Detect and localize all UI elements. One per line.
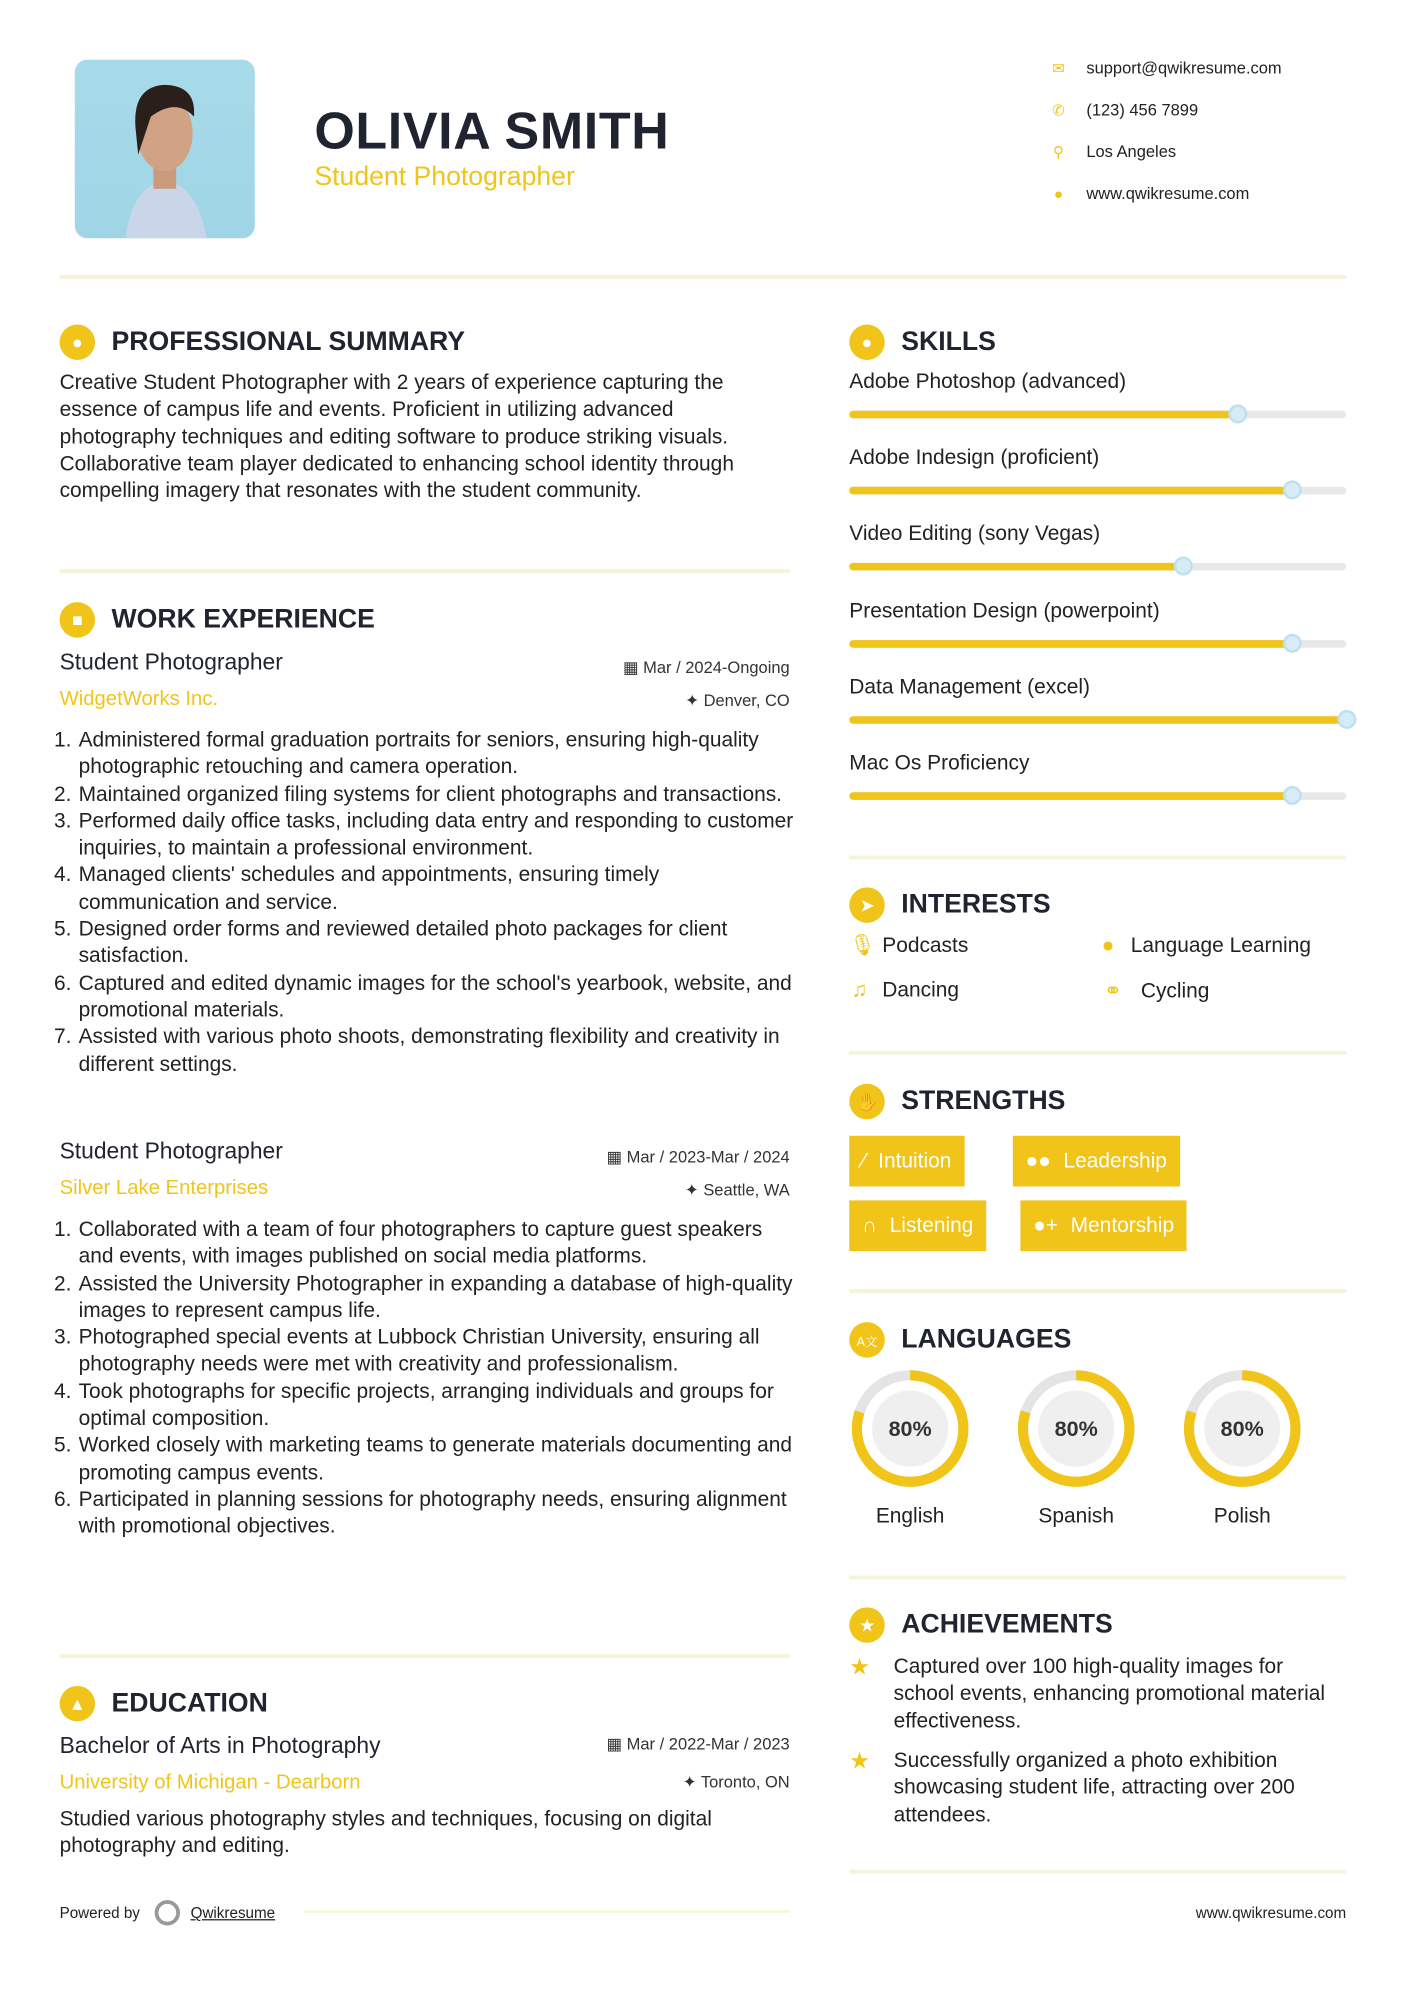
edu-location: ✦ Toronto, ON	[682, 1772, 790, 1792]
job-bullet: 2. Assisted the University Photographer in expanding a database of high-quality images to represent campus life.	[77, 1271, 794, 1325]
interest-item: ♫ Dancing	[849, 979, 959, 1003]
skill-bar	[849, 563, 1346, 571]
skill-bar-fill	[849, 411, 1237, 419]
divider	[849, 1289, 1346, 1293]
language-ring	[1015, 1368, 1137, 1490]
globe-icon: ●	[1101, 934, 1115, 958]
footer-url[interactable]: www.qwikresume.com	[1195, 1903, 1347, 1922]
footer-powered: Powered by Qwikresume	[60, 1900, 283, 1925]
work-heading: ■ WORK EXPERIENCE	[60, 602, 375, 637]
achievement-item: ★ Captured over 100 high-quality images for school events, enhancing promotional material effectiveness.	[849, 1654, 1343, 1735]
qwikresume-logo-icon	[155, 1900, 180, 1925]
edu-text: Studied various photography styles and techniques, focusing on digital photography and editing.	[59, 1807, 712, 1858]
skill-bar	[849, 640, 1346, 648]
achievements-heading: ★ ACHIEVEMENTS	[849, 1607, 1112, 1642]
interest-item: ⚭ Cycling	[1098, 979, 1210, 1004]
skill-item	[849, 446, 1346, 494]
interest-item: 🎙︎ Podcasts	[849, 934, 969, 958]
degree: Bachelor of Arts in Photography	[59, 1732, 381, 1759]
strength-badge: ∩ Listening	[849, 1200, 986, 1251]
skill-bar	[849, 716, 1346, 724]
star-icon: ★	[849, 1607, 884, 1642]
map-pin-icon: ⚲	[1052, 142, 1065, 161]
pin-icon: ✦	[682, 1772, 701, 1792]
profile-photo	[75, 60, 255, 239]
divider	[849, 856, 1346, 860]
skill-bar-knob	[1283, 481, 1302, 500]
job-bullet: 7. Assisted with various photo shoots, demonstrating flexibility and creativity in different settings.	[77, 1025, 794, 1079]
skill-item	[849, 675, 1346, 723]
job-bullet: 4. Took photographs for specific projects, arranging individuals and groups for optimal composition.	[77, 1379, 794, 1433]
divider	[60, 569, 790, 573]
music-icon: ♫	[851, 978, 868, 1002]
job-bullet: 3. Performed daily office tasks, including data entry and responding to customer inquiries, to maintain a professional environment.	[77, 809, 794, 863]
skill-bar-fill	[849, 563, 1182, 571]
contact-text: support@qwikresume.com	[1086, 58, 1282, 78]
skill-bar-fill	[849, 792, 1291, 800]
skill-bar-knob	[1283, 786, 1302, 805]
interest-item: ● Language Learning	[1098, 934, 1311, 958]
candidate-title: Student Photographer	[314, 162, 575, 192]
skill-label: Video Editing (sony Vegas)	[849, 522, 1101, 546]
skill-bar-fill	[849, 487, 1291, 495]
skill-bar-knob	[1337, 710, 1356, 729]
strength-badge: ⁄ Intuition	[849, 1136, 964, 1187]
language-item	[849, 1368, 971, 1529]
contact-website[interactable]	[1050, 184, 1250, 203]
headphones-icon: ∩	[861, 1213, 878, 1237]
skill-label: Data Management (excel)	[849, 675, 1090, 699]
skill-label: Mac Os Proficiency	[849, 751, 1030, 775]
languages-heading: A文 LANGUAGES	[849, 1322, 1071, 1357]
language-percent: 80%	[1054, 1417, 1098, 1442]
skill-bar-knob	[1228, 404, 1247, 423]
skill-bar	[849, 792, 1346, 800]
divider	[849, 1051, 1346, 1055]
globe-icon: ●	[1053, 184, 1064, 203]
languages-list	[849, 1368, 1303, 1529]
skill-bar	[849, 487, 1346, 495]
job-title: Student Photographer	[59, 1138, 283, 1164]
job-company: WidgetWorks Inc.	[59, 688, 219, 710]
skill-bar-knob	[1173, 557, 1192, 576]
skill-bar-knob	[1283, 633, 1302, 652]
summary-text: Creative Student Photographer with 2 years of experience capturing the essence of campus life and events. Proficient in utilizing advanced photography techniques and editing software to produce striking visuals. Collaborative team player dedicated to enhancing school identity through compelling imagery that resonates with the student community.	[59, 371, 734, 503]
star-icon: ★	[849, 1748, 870, 1774]
candidate-name: OLIVIA SMITH	[314, 101, 670, 160]
contact-text: (123) 456 7899	[1086, 100, 1199, 120]
language-ring	[849, 1368, 971, 1490]
job-title: Student Photographer	[59, 649, 283, 675]
job-date: ▦ Mar / 2023-Mar / 2024	[606, 1147, 790, 1167]
skill-item	[849, 599, 1346, 647]
calendar-icon: ▦	[622, 657, 644, 677]
job-bullets	[60, 1217, 795, 1541]
job-bullet: 3. Photographed special events at Lubbock Christian University, ensuring all photography needs were met with creativity and professionalism.	[77, 1325, 794, 1379]
calendar-icon: ▦	[606, 1734, 627, 1754]
skill-label: Presentation Design (powerpoint)	[849, 599, 1160, 622]
job-company: Silver Lake Enterprises	[59, 1177, 269, 1200]
contact-email[interactable]	[1050, 58, 1282, 77]
star-icon: ★	[849, 1654, 870, 1680]
interests-heading: ➤ INTERESTS	[849, 887, 1050, 922]
skill-item	[849, 370, 1346, 418]
graduation-cap-icon: ▲	[60, 1686, 95, 1721]
phone-icon: ✆	[1052, 100, 1065, 119]
strength-badge: ●● Leadership	[1013, 1136, 1180, 1187]
job-bullet: 6. Captured and edited dynamic images for the school's yearbook, website, and promotional materials.	[77, 971, 794, 1025]
job-bullets	[60, 728, 795, 1079]
language-percent: 80%	[888, 1417, 932, 1442]
language-label: Polish	[1213, 1504, 1271, 1528]
strength-badge: ●+ Mentorship	[1020, 1200, 1186, 1251]
contact-phone	[1050, 100, 1199, 119]
job-bullet: 1. Administered formal graduation portraits for seniors, ensuring high-quality photographic retouching and camera operation.	[77, 728, 794, 782]
summary-heading: ● PROFESSIONAL SUMMARY	[60, 325, 465, 360]
user-icon: ●	[60, 325, 95, 360]
lightbulb-icon: ●	[849, 325, 884, 360]
strengths-heading: ✋ STRENGTHS	[849, 1084, 1065, 1119]
brand-link[interactable]: Qwikresume	[190, 1903, 276, 1922]
job-location: ✦ Denver, CO	[685, 690, 790, 710]
job-bullet: 5. Designed order forms and reviewed detailed photo packages for client satisfaction.	[77, 917, 794, 971]
edu-date: ▦ Mar / 2022-Mar / 2023	[606, 1734, 790, 1754]
pin-icon: ✦	[684, 1180, 704, 1200]
skill-item	[849, 523, 1346, 571]
language-label: English	[875, 1504, 945, 1528]
job-bullet: 1. Collaborated with a team of four photographers to capture guest speakers and events, with images published on social media platforms.	[77, 1217, 794, 1271]
contact-text: Los Angeles	[1086, 141, 1177, 161]
skill-label: Adobe Indesign (proficient)	[849, 446, 1100, 470]
job-location: ✦ Seattle, WA	[684, 1180, 790, 1200]
skill-item	[849, 752, 1346, 800]
contact-location	[1050, 142, 1177, 161]
bicycle-icon: ⚭	[1104, 979, 1122, 1003]
job-bullet: 2. Maintained organized filing systems for client photographs and transactions.	[77, 782, 794, 809]
divider	[849, 1870, 1346, 1874]
skills-heading: ● SKILLS	[849, 325, 996, 360]
school: University of Michigan - Dearborn	[59, 1772, 361, 1794]
skill-bar-fill	[849, 716, 1346, 724]
job-bullet: 6. Participated in planning sessions for photography needs, ensuring alignment with promotional objectives.	[77, 1487, 794, 1541]
user-plus-icon: ●+	[1033, 1213, 1058, 1237]
briefcase-icon: ■	[60, 602, 95, 637]
divider	[60, 1654, 790, 1658]
users-icon: ●●	[1025, 1149, 1051, 1172]
language-label: Spanish	[1038, 1504, 1114, 1528]
job-bullet: 4. Managed clients' schedules and appointments, ensuring timely communication and service.	[77, 863, 794, 917]
education-heading: ▲ EDUCATION	[60, 1686, 268, 1721]
divider	[60, 275, 1347, 279]
language-icon: A文	[849, 1322, 884, 1357]
calendar-icon: ▦	[606, 1147, 627, 1167]
job-date: ▦ Mar / 2024-Ongoing	[622, 657, 790, 677]
language-item	[1015, 1368, 1137, 1529]
skill-bar-fill	[849, 640, 1291, 648]
language-percent: 80%	[1220, 1417, 1264, 1442]
language-ring	[1181, 1368, 1303, 1490]
divider	[849, 1576, 1346, 1580]
microphone-icon: 🎙︎	[849, 934, 876, 958]
language-item	[1181, 1368, 1303, 1529]
job-bullet: 5. Worked closely with marketing teams to generate materials documenting and promoting campus events.	[77, 1433, 794, 1487]
paper-plane-icon: ➤	[849, 887, 884, 922]
skill-bar	[849, 411, 1346, 419]
pin-icon: ✦	[685, 690, 704, 710]
magic-wand-icon: ⁄	[861, 1149, 866, 1172]
divider	[304, 1910, 789, 1913]
hand-icon: ✋	[849, 1084, 884, 1119]
contact-text: www.qwikresume.com	[1086, 183, 1250, 203]
envelope-icon: ✉	[1052, 58, 1065, 77]
skill-label: Adobe Photoshop (advanced)	[849, 370, 1127, 393]
achievement-item: ★ Successfully organized a photo exhibition showcasing student life, attracting over 200 attendees.	[849, 1748, 1343, 1829]
